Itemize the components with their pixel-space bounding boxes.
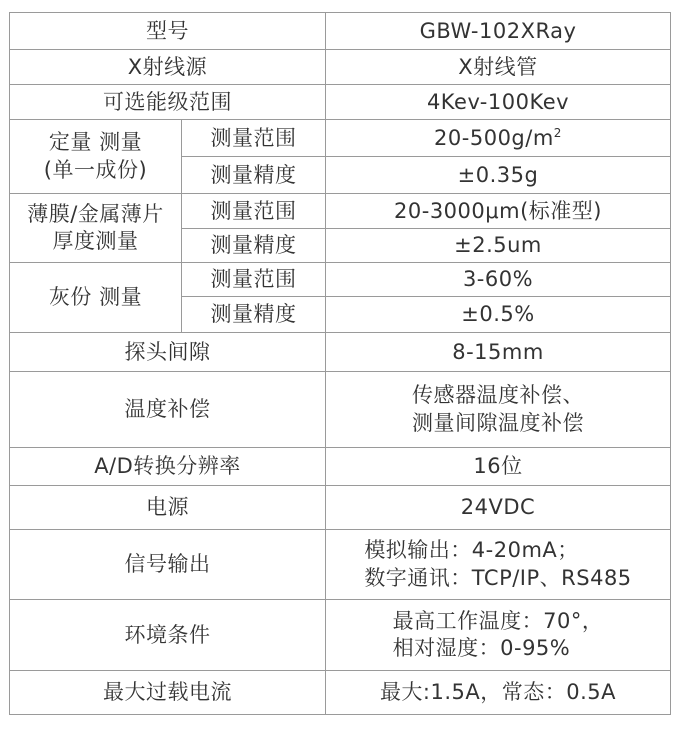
label-cell: X射线源	[10, 50, 326, 85]
label-cell: 最大过载电流	[10, 671, 326, 715]
value-cell: 4Kev-100Kev	[326, 85, 671, 120]
value-cell: 最大:1.5A，常态：0.5A	[326, 671, 671, 715]
value-cell	[326, 120, 671, 157]
value-line: 相对湿度：0-95%	[392, 636, 571, 660]
value-cell: ±0.35g	[326, 157, 671, 194]
table-row	[10, 530, 671, 600]
value-cell: 24VDC	[326, 486, 671, 530]
value-line: 模拟输出：4-20mA；	[364, 538, 579, 563]
value-line: 测量间隙温度补偿	[412, 410, 584, 435]
group-label-line: 厚度测量	[52, 229, 139, 253]
value-text: 20-500g/m	[434, 125, 554, 150]
superscript: 2	[553, 125, 562, 140]
table-row	[10, 372, 671, 448]
table-row	[10, 13, 671, 50]
group-cell-film	[10, 194, 182, 263]
sub-label-cell: 测量范围	[182, 263, 326, 297]
table-row	[10, 600, 671, 671]
label-cell: 温度补偿	[10, 372, 326, 448]
table-row	[10, 486, 671, 530]
table-row	[10, 120, 671, 157]
label-cell: 电源	[10, 486, 326, 530]
group-label-line: (单一成份)	[43, 157, 148, 182]
label-cell: A/D转换分辨率	[10, 448, 326, 486]
label-cell: 型号	[10, 13, 326, 50]
group-cell-ash: 灰份 测量	[10, 263, 182, 333]
value-line: 传感器温度补偿、	[412, 383, 584, 408]
group-cell-quant	[10, 120, 182, 194]
table-row	[10, 194, 671, 229]
value-lines	[393, 608, 604, 663]
table-row	[10, 448, 671, 486]
label-cell: 探头间隙	[10, 333, 326, 372]
sub-label-cell: 测量精度	[182, 157, 326, 194]
value-line: 数字通讯：TCP/IP、RS485	[364, 565, 632, 590]
table-row	[10, 671, 671, 715]
table-row	[10, 263, 671, 297]
spec-table	[9, 12, 671, 715]
value-cell: ±0.5%	[326, 297, 671, 333]
group-label-line: 薄膜/金属薄片	[27, 201, 164, 226]
value-cell: 20-3000μm(标准型)	[326, 194, 671, 229]
value-cell: 3-60%	[326, 263, 671, 297]
value-cell: X射线管	[326, 50, 671, 85]
value-line: 最高工作温度：70°，	[392, 608, 604, 633]
value-cell	[326, 372, 671, 448]
value-cell: 8-15mm	[326, 333, 671, 372]
label-cell: 环境条件	[10, 600, 326, 671]
sub-label-cell: 测量精度	[182, 229, 326, 263]
value-cell: GBW-102XRay	[326, 13, 671, 50]
value-cell	[326, 530, 671, 600]
table-row	[10, 333, 671, 372]
value-cell: ±2.5um	[326, 229, 671, 263]
value-lines	[364, 537, 631, 592]
sub-label-cell: 测量精度	[182, 297, 326, 333]
group-label-line: 定量 测量	[48, 130, 143, 155]
value-cell: 16位	[326, 448, 671, 486]
table-row	[10, 85, 671, 120]
label-cell: 信号输出	[10, 530, 326, 600]
sub-label-cell: 测量范围	[182, 120, 326, 157]
value-cell	[326, 600, 671, 671]
table-row	[10, 50, 671, 85]
sub-label-cell: 测量范围	[182, 194, 326, 229]
label-cell: 可选能级范围	[10, 85, 326, 120]
